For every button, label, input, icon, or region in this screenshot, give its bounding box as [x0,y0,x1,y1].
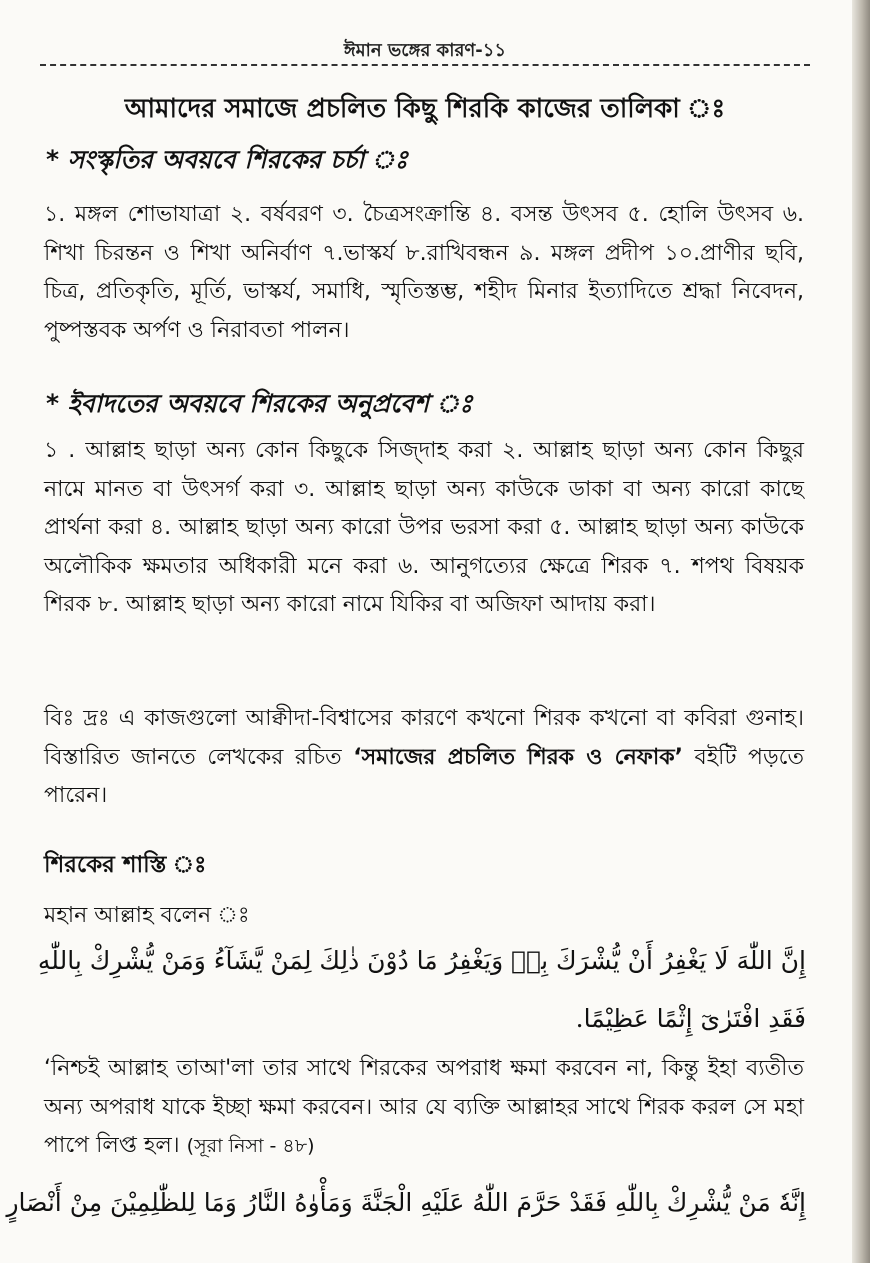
header-divider [40,64,810,66]
arabic-verse-line-2: فَقَدِ افْتَرٰىٓ إِثْمًا عَظِيْمًا. [575,1004,806,1033]
worship-list-paragraph: ১ . আল্লাহ ছাড়া অন্য কোন কিছুকে সিজ্‌দাহ করা ২. আল্লাহ ছাড়া অন্য কোন কিছুর নামে মানত বা উৎসর্গ করা ৩. আল্লাহ ছাড়া অন্য কাউকে ডাকা বা অন্য কারো কাছে প্রার্থনা করা ৪. আল্লাহ ছাড়া অন্য কারো উপর ভরসা করা ৫. আল্লাহ ছাড়া অন্য কাউকে অলৌকিক ক্ষমতার অধিকারী মনে করা ৬. আনুগত্যের ক্ষেত্রে শিরক ৭. শপথ বিষয়ক শিরক ৮. আল্লাহ ছাড়া অন্য কারো নামে যিকির বা অজিফা আদায় করা। [44,438,804,617]
translation-paragraph [44,1050,804,1166]
translation-text: ‘নিশ্চই আল্লাহ তাআ'লা তার সাথে শিরকের অপরাধ ক্ষমা করবেন না, কিন্তু ইহা ব্যতীত অন্য অপরাধ যাকে ইচ্ছা ক্ষমা করবেন। আর যে ব্যক্তি আল্লাহর সাথে শিরক করল সে মহা পাপে লিপ্ত হল। [44,1056,804,1158]
book-spine-edge [852,0,870,1263]
note-paragraph [44,700,804,816]
culture-list-paragraph: ১. মঙ্গল শোভাযাত্রা ২. বর্ষবরণ ৩. চৈত্রসংক্রান্তি ৪. বসন্ত উৎসব ৫. হোলি উৎসব ৬. শিখা চিরন্তন ও শিখা অনির্বাণ ৭.ভাস্কর্য ৮.রাখিবন্ধন ৯. মঙ্গল প্রদীপ ১০.প্রাণীর ছবি, চিত্র, প্রতিকৃতি, মূর্তি, ভাস্কর্য, সমাধি, স্মৃতিস্তম্ভ, শহীদ মিনার ইত্যাদিতে শ্রদ্ধা নিবেদন, পুষ্পস্তবক অর্পণ ও নিরাবতা পালন। [44,202,804,343]
arabic-verse-line-3: إِنَّهٗ مَنْ يُّشْرِكْ بِاللّٰهِ فَقَدْ حَرَّمَ اللّٰهُ عَلَيْهِ الْجَنَّةَ وَمَأْوٰهُ النَّارُ وَمَا لِلظّٰلِمِيْنَ مِنْ أَنْصَارٍ [6,1188,806,1217]
verse-citation: (সূরা নিসা - ৪৮) [186,1135,315,1157]
section-heading-culture: * সংস্কৃতির অবয়বে শিরকের চর্চা ঃ [46,145,408,174]
running-header: ঈমান ভঙ্গের কারণ-১১ [343,40,507,61]
book-title: ‘সমাজের প্রচলিত শিরক ও নেফাক’ [353,744,683,770]
section-heading-worship: * ইবাদতের অবয়বে শিরকের অনুপ্রবেশ ঃ [46,389,473,418]
arabic-verse-line-1: إِنَّ اللّٰهَ لَا يَغْفِرُ أَنْ يُّشْرَكَ بِهٖ وَيَغْفِرُ مَا دُوْنَ ذٰلِكَ لِمَنْ يَّشَآءُ وَمَنْ يُّشْرِكْ بِاللّٰهِ [37,946,806,975]
note-text: বিঃ দ্রঃ এ কাজগুলো আক্বীদা-বিশ্বাসের কারণে কখনো শিরক কখনো বা কবিরা গুনাহ। বিস্তারিত জানতে লেখকের রচিত [44,706,804,770]
punishment-heading: শিরকের শাস্তি ঃ [44,852,207,878]
note-text-end: বইটি পড়তে পারেন। [44,744,804,808]
quote-intro: মহান আল্লাহ বলেন ঃ [44,903,250,928]
page-title: আমাদের সমাজে প্রচলিত কিছু শিরকি কাজের তালিকা ঃ [124,94,726,124]
